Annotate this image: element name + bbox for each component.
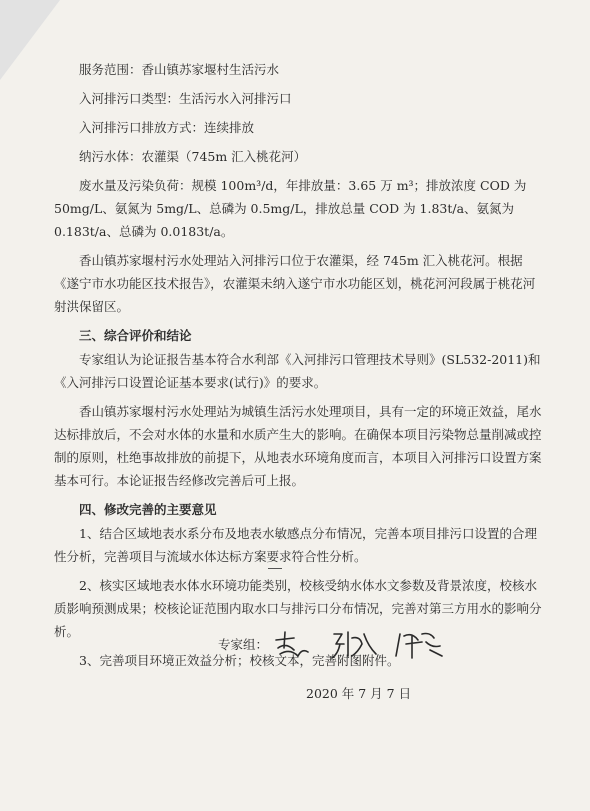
pollution-load: 废水量及污染负荷：规模 100m³/d，年排放量：3.65 万 m³；排放浓度 COD 为 50mg/L、氨氮为 5mg/L、总磷为 0.5mg/L，排放总量 COD 为 1.83t/a、氨氮为 0.183t/a、总磷为 0.0183t/a。 [54, 178, 527, 239]
section3-heading: 三、综合评价和结论 [79, 328, 192, 343]
expert-signature-block [218, 626, 472, 662]
handwritten-signatures [272, 626, 472, 662]
document-date: 2020 年 7 月 7 日 [306, 686, 412, 701]
section3-paragraph: 香山镇苏家堰村污水处理站为城镇生活污水处理项目，具有一定的环境正效益，尾水达标排放后，不会对水体的水量和水质产生大的影响。在确保本项目污染物总量削减或控制的原则，杜绝事故排放的前提下，从地表水环境角度而言，本项目入河排污口设置方案基本可行。本论证报告经修改完善后可上报。 [54, 404, 542, 488]
section4-item: 1、结合区域地表水系分布及地表水敏感点分布情况，完善本项目排污口设置的合理性分析，完善项目与流域水体达标方案要求符合性分析。 [54, 526, 537, 564]
section4-item: 3、完善项目环境正效益分析；校核文本，完善附图附件。 [79, 653, 400, 668]
signature-label: 专家组： [218, 637, 269, 652]
receiving-water: 纳污水体：农灌渠（745m 汇入桃花河） [79, 149, 307, 164]
folded-corner [0, 0, 60, 80]
stray-dash [268, 568, 282, 569]
section4-item: 2、核实区域地表水体水环境功能类别，校核受纳水体水文参数及背景浓度，校核水质影响预测成果；校核论证范围内取水口与排污口分布情况，完善对第三方用水的影响分析。 [54, 578, 542, 639]
discharge-mode: 入河排污口排放方式：连续排放 [79, 120, 255, 135]
document-body [54, 58, 544, 678]
section4-heading: 四、修改完善的主要意见 [79, 502, 217, 517]
section3-paragraph: 专家组认为论证报告基本符合水利部《入河排污口管理技术导则》(SL532-2011)和《入河排污口设置论证基本要求(试行)》的要求。 [54, 352, 541, 390]
service-scope: 服务范围：香山镇苏家堰村生活污水 [79, 62, 280, 77]
outlet-location: 香山镇苏家堰村污水处理站入河排污口位于农灌渠，经 745m 汇入桃花河。根据《遂宁市水功能区技术报告》，农灌渠未纳入遂宁市水功能区划，桃花河河段属于桃花河射洪保留区。 [54, 253, 536, 314]
outlet-type: 入河排污口类型：生活污水入河排污口 [79, 91, 292, 106]
